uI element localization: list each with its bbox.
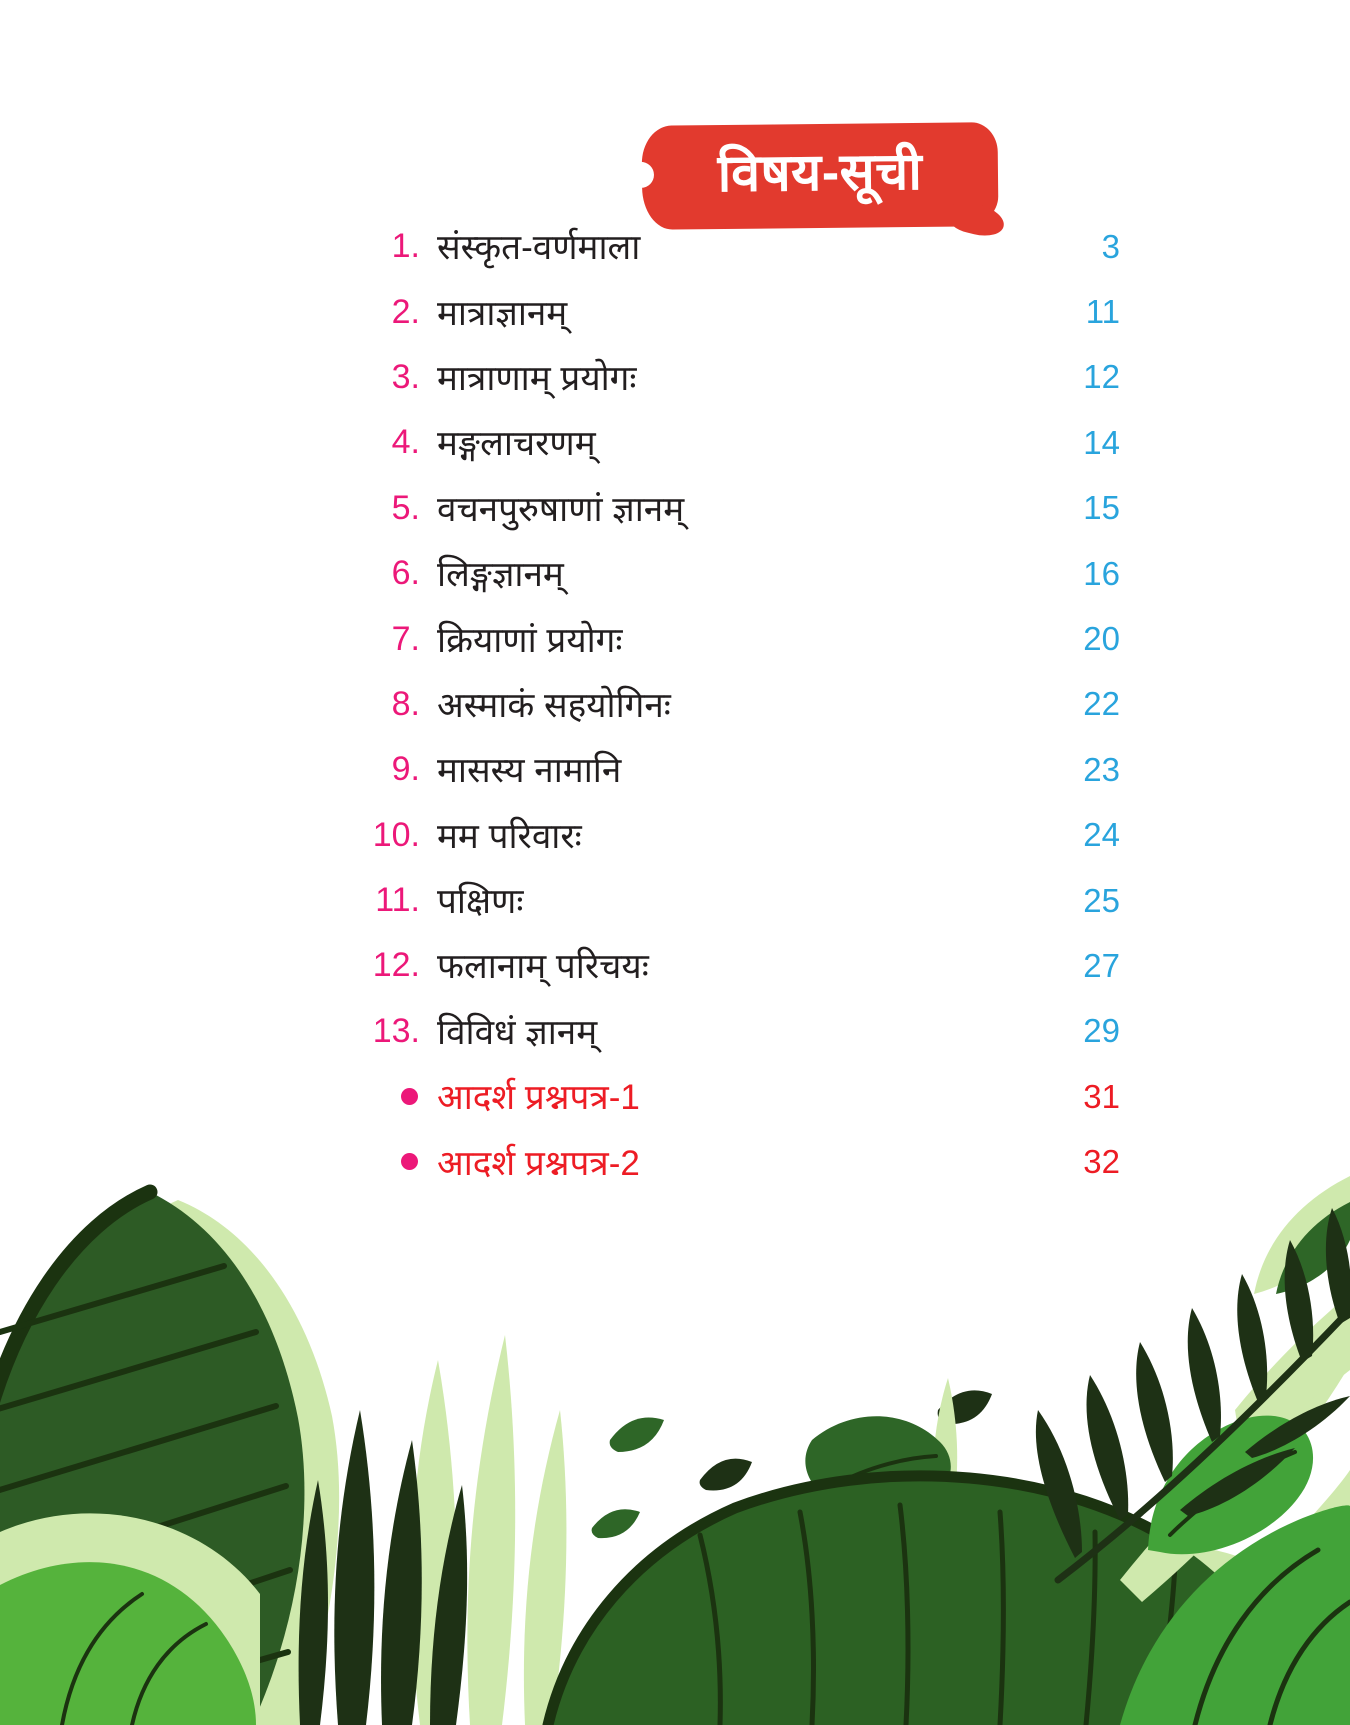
toc-row <box>0 868 1350 933</box>
toc-label: क्रियाणां प्रयोगः <box>437 620 623 660</box>
toc-row <box>0 541 1350 606</box>
toc-page-number: 15 <box>1083 489 1120 527</box>
toc-page-number: 25 <box>1083 881 1120 919</box>
toc-page-number: 31 <box>1083 1077 1120 1115</box>
toc-page-number: 32 <box>1083 1143 1120 1181</box>
toc-row <box>0 999 1350 1064</box>
toc-number: 3. <box>391 357 420 396</box>
toc-row <box>0 476 1350 541</box>
toc-list <box>0 214 1350 1195</box>
toc-row <box>0 410 1350 475</box>
toc-page-number: 16 <box>1083 554 1120 592</box>
toc-number: 12. <box>372 946 420 985</box>
toc-number: 7. <box>391 619 420 658</box>
toc-page-number: 23 <box>1083 750 1120 788</box>
toc-label: मासस्य नामानि <box>437 751 622 791</box>
toc-label: पक्षिणः <box>437 882 524 922</box>
toc-page-number: 3 <box>1101 227 1120 265</box>
toc-label: मङ्गलाचरणम् <box>437 424 596 464</box>
leaves-illustration <box>0 1080 1350 1725</box>
toc-label: आदर्श प्रश्नपत्र-1 <box>437 1078 640 1118</box>
toc-row <box>0 345 1350 410</box>
toc-label: मात्राणाम् प्रयोगः <box>437 358 637 398</box>
toc-row <box>0 606 1350 671</box>
toc-page-number: 24 <box>1083 816 1120 854</box>
toc-label: फलानाम् परिचयः <box>437 947 649 987</box>
toc-page-number: 12 <box>1083 358 1120 396</box>
toc-number: 6. <box>391 554 420 593</box>
toc-label: वचनपुरुषाणां ज्ञानम् <box>437 489 685 529</box>
page-title: विषय-सूची <box>717 142 923 204</box>
toc-row <box>0 737 1350 802</box>
toc-label: आदर्श प्रश्नपत्र-2 <box>437 1143 640 1183</box>
toc-number: 13. <box>372 1011 420 1050</box>
toc-number: 10. <box>372 815 420 854</box>
toc-label: अस्माकं सहयोगिनः <box>437 685 671 725</box>
toc-label: विविधं ज्ञानम् <box>437 1012 598 1052</box>
toc-number: 9. <box>391 750 420 789</box>
toc-label: मम परिवारः <box>437 816 582 856</box>
toc-row <box>0 214 1350 279</box>
toc-number: 4. <box>391 423 420 462</box>
toc-page-number: 20 <box>1083 620 1120 658</box>
toc-page-number: 29 <box>1083 1012 1120 1050</box>
toc-label: संस्कृत-वर्णमाला <box>437 228 641 268</box>
toc-page-number: 14 <box>1083 423 1120 461</box>
toc-number: 11. <box>375 881 420 920</box>
toc-label: लिङ्गज्ञानम् <box>437 555 564 595</box>
toc-number: 5. <box>391 488 420 527</box>
toc-row <box>0 803 1350 868</box>
toc-row <box>0 672 1350 737</box>
toc-label: मात्राज्ञानम् <box>437 293 568 333</box>
toc-row <box>0 279 1350 344</box>
toc-row <box>0 933 1350 998</box>
toc-number: 8. <box>391 684 420 723</box>
toc-page-number: 22 <box>1083 685 1120 723</box>
toc-number: 2. <box>391 292 420 331</box>
toc-number: 1. <box>391 227 420 266</box>
toc-page-number: 27 <box>1083 946 1120 984</box>
toc-page-number: 11 <box>1085 293 1120 331</box>
